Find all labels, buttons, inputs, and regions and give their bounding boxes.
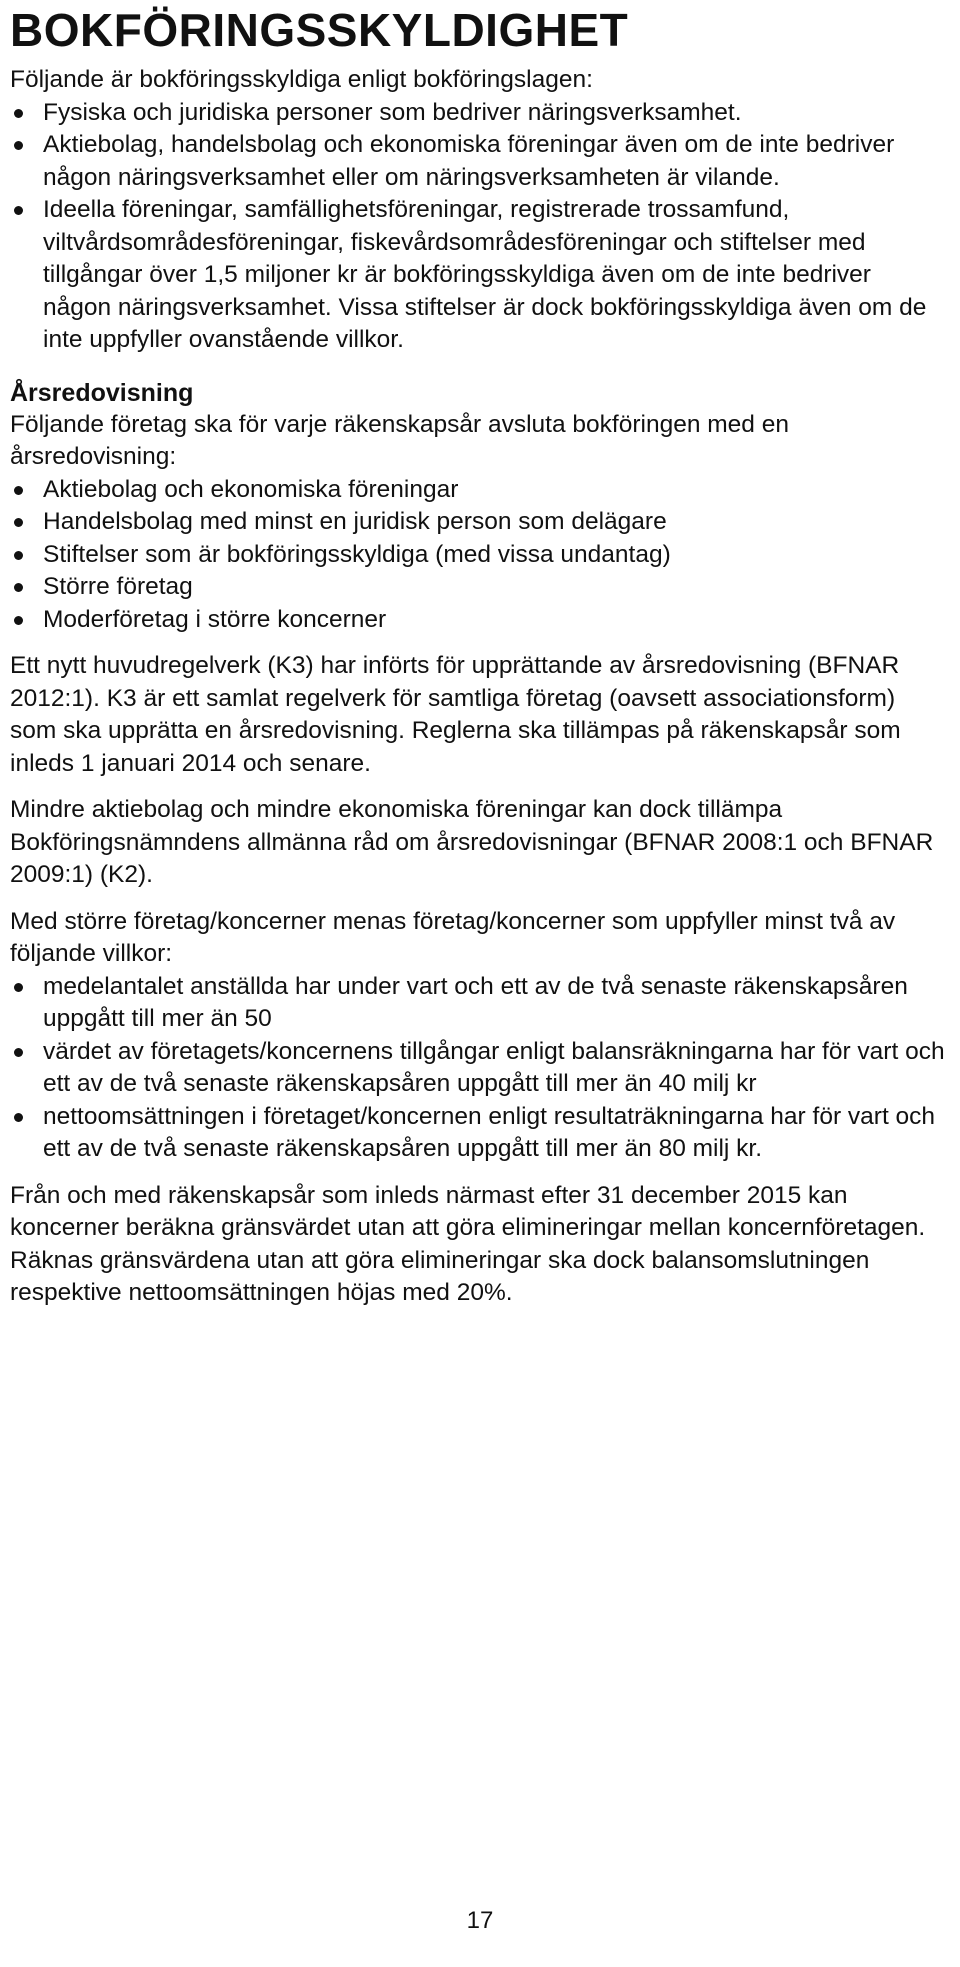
list-item — [10, 474, 945, 507]
list-item — [10, 604, 945, 637]
list-item — [10, 194, 945, 357]
page-number: 17 — [466, 1907, 494, 1934]
larger-companies-paragraph: Med större företag/koncerner menas företag/koncerner som uppfyller minst två av följande villkor: — [10, 907, 896, 967]
bullet-icon — [14, 518, 23, 527]
list-item — [10, 97, 945, 130]
k3-paragraph: Ett nytt huvudregelverk (K3) har införts för upprättande av årsredovisning (BFNAR 2012:1). K3 är ett samlat regelverk för samtliga företag (oavsett associationsform) som ska upprätta en årsredovisning. Reglerna ska tillämpas på räkenskapsår som inleds 1 januari 2014 och senare. — [10, 652, 901, 777]
bullet-icon — [14, 1113, 23, 1122]
list-item — [10, 1101, 945, 1166]
list-item-text: Ideella föreningar, samfällighetsföreningar, registrerade trossamfund, viltvårdsområdesföreningar, fiskevårdsområdesföreningar och stiftelser med tillgångar över 1,5 miljoner kr är bokföringsskyldiga även om de inte bedriver någon näringsverksamhet. Vissa stiftelser är dock bokföringsskyldiga även om de inte uppfyller ovanstående villkor. — [43, 196, 927, 353]
list-item-text: värdet av företagets/koncernens tillgångar enligt balansräkningarna har för vart och ett av de två senaste räkenskapsåren uppgått till mer än 40 milj kr — [43, 1037, 945, 1097]
bullet-icon — [14, 141, 23, 150]
criteria-list — [10, 971, 945, 1166]
list-item — [10, 506, 945, 539]
list-item-text: Stiftelser som är bokföringsskyldiga (med vissa undantag) — [43, 540, 671, 568]
bullet-icon — [14, 616, 23, 625]
bullet-icon — [14, 1048, 23, 1057]
section-heading: Årsredovisning — [10, 378, 194, 407]
list-item — [10, 539, 945, 572]
bullet-icon — [14, 983, 23, 992]
list-item — [10, 129, 945, 194]
list-item-text: Fysiska och juridiska personer som bedriver näringsverksamhet. — [43, 98, 742, 126]
list-item-text: Moderföretag i större koncerner — [43, 605, 387, 633]
list-item — [10, 1036, 945, 1101]
list-item — [10, 571, 945, 604]
annual-report-list — [10, 474, 945, 637]
intro-text: Följande är bokföringsskyldiga enligt bokföringslagen: — [10, 66, 593, 93]
bullet-icon — [14, 206, 23, 215]
bookkeeping-obligation-list — [10, 97, 945, 357]
list-item-text: nettoomsättningen i företaget/koncernen enligt resultaträkningarna har för vart och ett av de två senaste räkenskapsåren uppgått till mer än 80 milj kr. — [43, 1102, 936, 1162]
list-item-text: Aktiebolag och ekonomiska föreningar — [43, 475, 459, 503]
list-item-text: Aktiebolag, handelsbolag och ekonomiska föreningar även om de inte bedriver någon näringsverksamhet eller om näringsverksamheten är vilande. — [43, 131, 895, 191]
list-item-text: Handelsbolag med minst en juridisk person som delägare — [43, 508, 667, 535]
page-title: BOKFÖRINGSSKYLDIGHET — [10, 4, 629, 56]
bullet-icon — [14, 109, 23, 118]
bullet-icon — [14, 486, 23, 495]
k2-paragraph: Mindre aktiebolag och mindre ekonomiska föreningar kan dock tillämpa Bokföringsnämndens allmänna råd om årsredovisningar (BFNAR 2008:1 och BFNAR 2009:1) (K2). — [10, 796, 934, 888]
bullet-icon — [14, 551, 23, 560]
list-item-text: medelantalet anställda har under vart och ett av de två senaste räkenskapsåren uppgått till mer än 50 — [43, 972, 908, 1032]
list-item — [10, 971, 945, 1036]
list-item-text: Större företag — [43, 573, 193, 600]
document-page — [10, 0, 945, 1310]
bullet-icon — [14, 583, 23, 592]
consolidation-paragraph: Från och med räkenskapsår som inleds närmast efter 31 december 2015 kan koncerner beräkna gränsvärdet utan att göra elimineringar mellan koncernföretagen. Räknas gränsvärdena utan att göra elimineringar ska dock balansomslutningen respektive nettoomsättningen höjas med 20%. — [10, 1181, 926, 1306]
section-intro: Följande företag ska för varje räkenskapsår avsluta bokföringen med en årsredovisning: — [10, 410, 789, 470]
